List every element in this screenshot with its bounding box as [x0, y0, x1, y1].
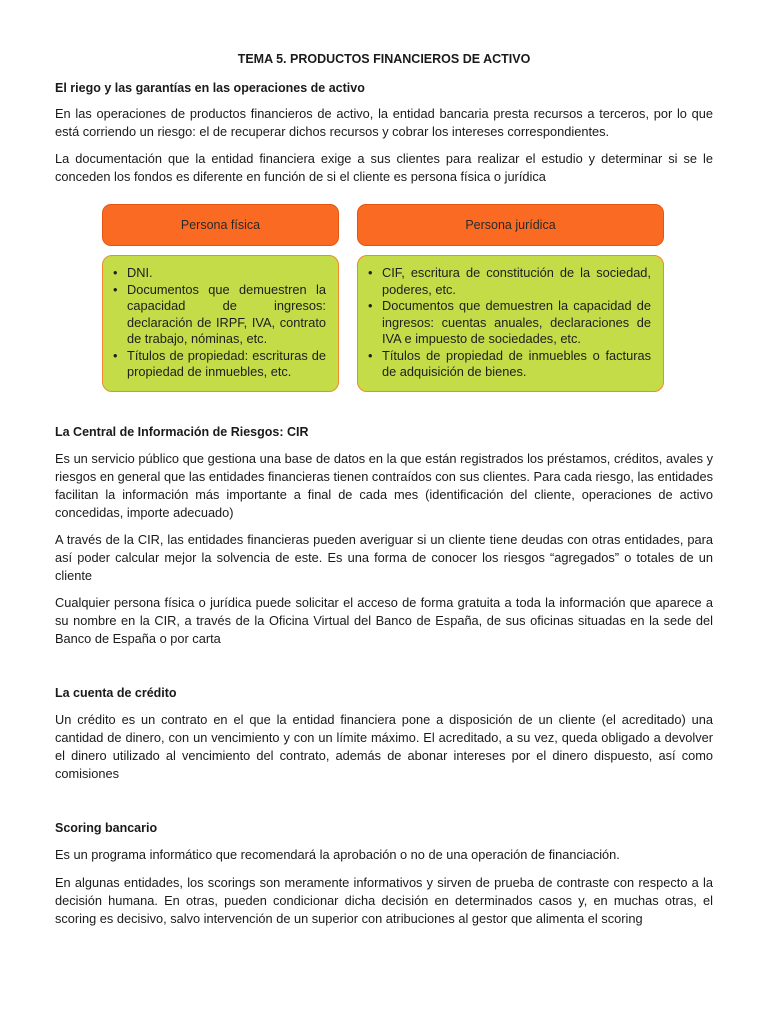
paragraph-credito-1: Un crédito es un contrato en el que la entidad financiera pone a disposición de un cliente (el acreditado) una cantidad de dinero, con un vencimiento y con un límite máximo. El acreditado, a su vez, queda obligado a devolver el dinero utilizado al vencimiento del contrato, además de abonar intereses por el dinero dispuesto, así como comisiones — [55, 712, 713, 781]
list-item: • Títulos de propiedad: escrituras de propiedad de inmuebles, etc. — [113, 347, 326, 379]
heading-cir: La Central de Información de Riesgos: CIR — [55, 425, 309, 439]
persona-juridica-list — [368, 265, 651, 381]
paragraph-cir-3: Cualquier persona física o jurídica puede solicitar el acceso de forma gratuita a toda la información que aparece a su nombre en la CIR, a través de la Oficina Virtual del Banco de España, de sus oficinas situadas en la sede del Banco de España o por carta — [55, 595, 713, 646]
persona-fisica-header — [102, 204, 339, 246]
persona-juridica-header — [357, 204, 664, 246]
persona-fisica-title: Persona física — [180, 218, 261, 232]
list-item: • Títulos de propiedad de inmuebles o facturas de adquisición de bienes. — [368, 347, 651, 379]
persona-juridica-title: Persona jurídica — [465, 218, 556, 232]
list-item: • DNI. — [113, 265, 153, 280]
paragraph-scoring-1: Es un programa informático que recomendará la aprobación o no de una operación de financiación. — [55, 847, 620, 862]
paragraph-cir-2: A través de la CIR, las entidades financieras pueden averiguar si un cliente tiene deudas con otras entidades, para así poder calcular mejor la solvencia de este. Es una forma de conocer los riesgos “agregados” o totales de un cliente — [55, 532, 713, 583]
list-item: • Documentos que demuestren la capacidad de ingresos: declaración de IRPF, IVA, contrato de trabajo, nóminas, etc. — [113, 281, 326, 346]
paragraph-riesgo-2: La documentación que la entidad financiera exige a sus clientes para realizar el estudio y determinar si se le conceden los fondos es diferente en función de si el cliente es persona física o jurídica — [55, 151, 713, 184]
heading-scoring: Scoring bancario — [55, 821, 158, 835]
list-item: • CIF, escritura de constitución de la sociedad, poderes, etc. — [368, 265, 651, 297]
persona-fisica-list — [113, 265, 326, 381]
list-item: • Documentos que demuestren la capacidad de ingresos: cuentas anuales, declaraciones de IVA e impuesto de sociedades, etc. — [368, 298, 651, 346]
heading-riesgo: El riego y las garantías en las operaciones de activo — [55, 81, 365, 95]
paragraph-riesgo-1: En las operaciones de productos financieros de activo, la entidad bancaria presta recursos a terceros, por lo que está corriendo un riesgo: el de recuperar dichos recursos y cobrar los intereses correspondientes. — [55, 106, 713, 139]
paragraph-cir-1: Es un servicio público que gestiona una base de datos en la que están registrados los préstamos, créditos, avales y riesgos en general que las entidades financieras tienen contraídos con sus clientes. Para cada riesgo, las entidades facilitan la información más importante a final de cada mes (identificación del cliente, operaciones de activo concedidas, importe adecuado) — [55, 451, 713, 520]
persona-juridica-box — [357, 255, 664, 392]
persona-fisica-box — [102, 255, 339, 392]
document-title: TEMA 5. PRODUCTOS FINANCIEROS DE ACTIVO — [237, 52, 531, 66]
heading-credito: La cuenta de crédito — [55, 686, 177, 700]
paragraph-scoring-2: En algunas entidades, los scorings son meramente informativos y sirven de prueba de contraste con respecto a la decisión humana. En otras, pueden condicionar dicha decisión en determinados casos y, en muchas otras, el scoring es decisivo, salvo intervención de un superior con atribuciones al gestor que alimenta el scoring — [55, 875, 713, 926]
